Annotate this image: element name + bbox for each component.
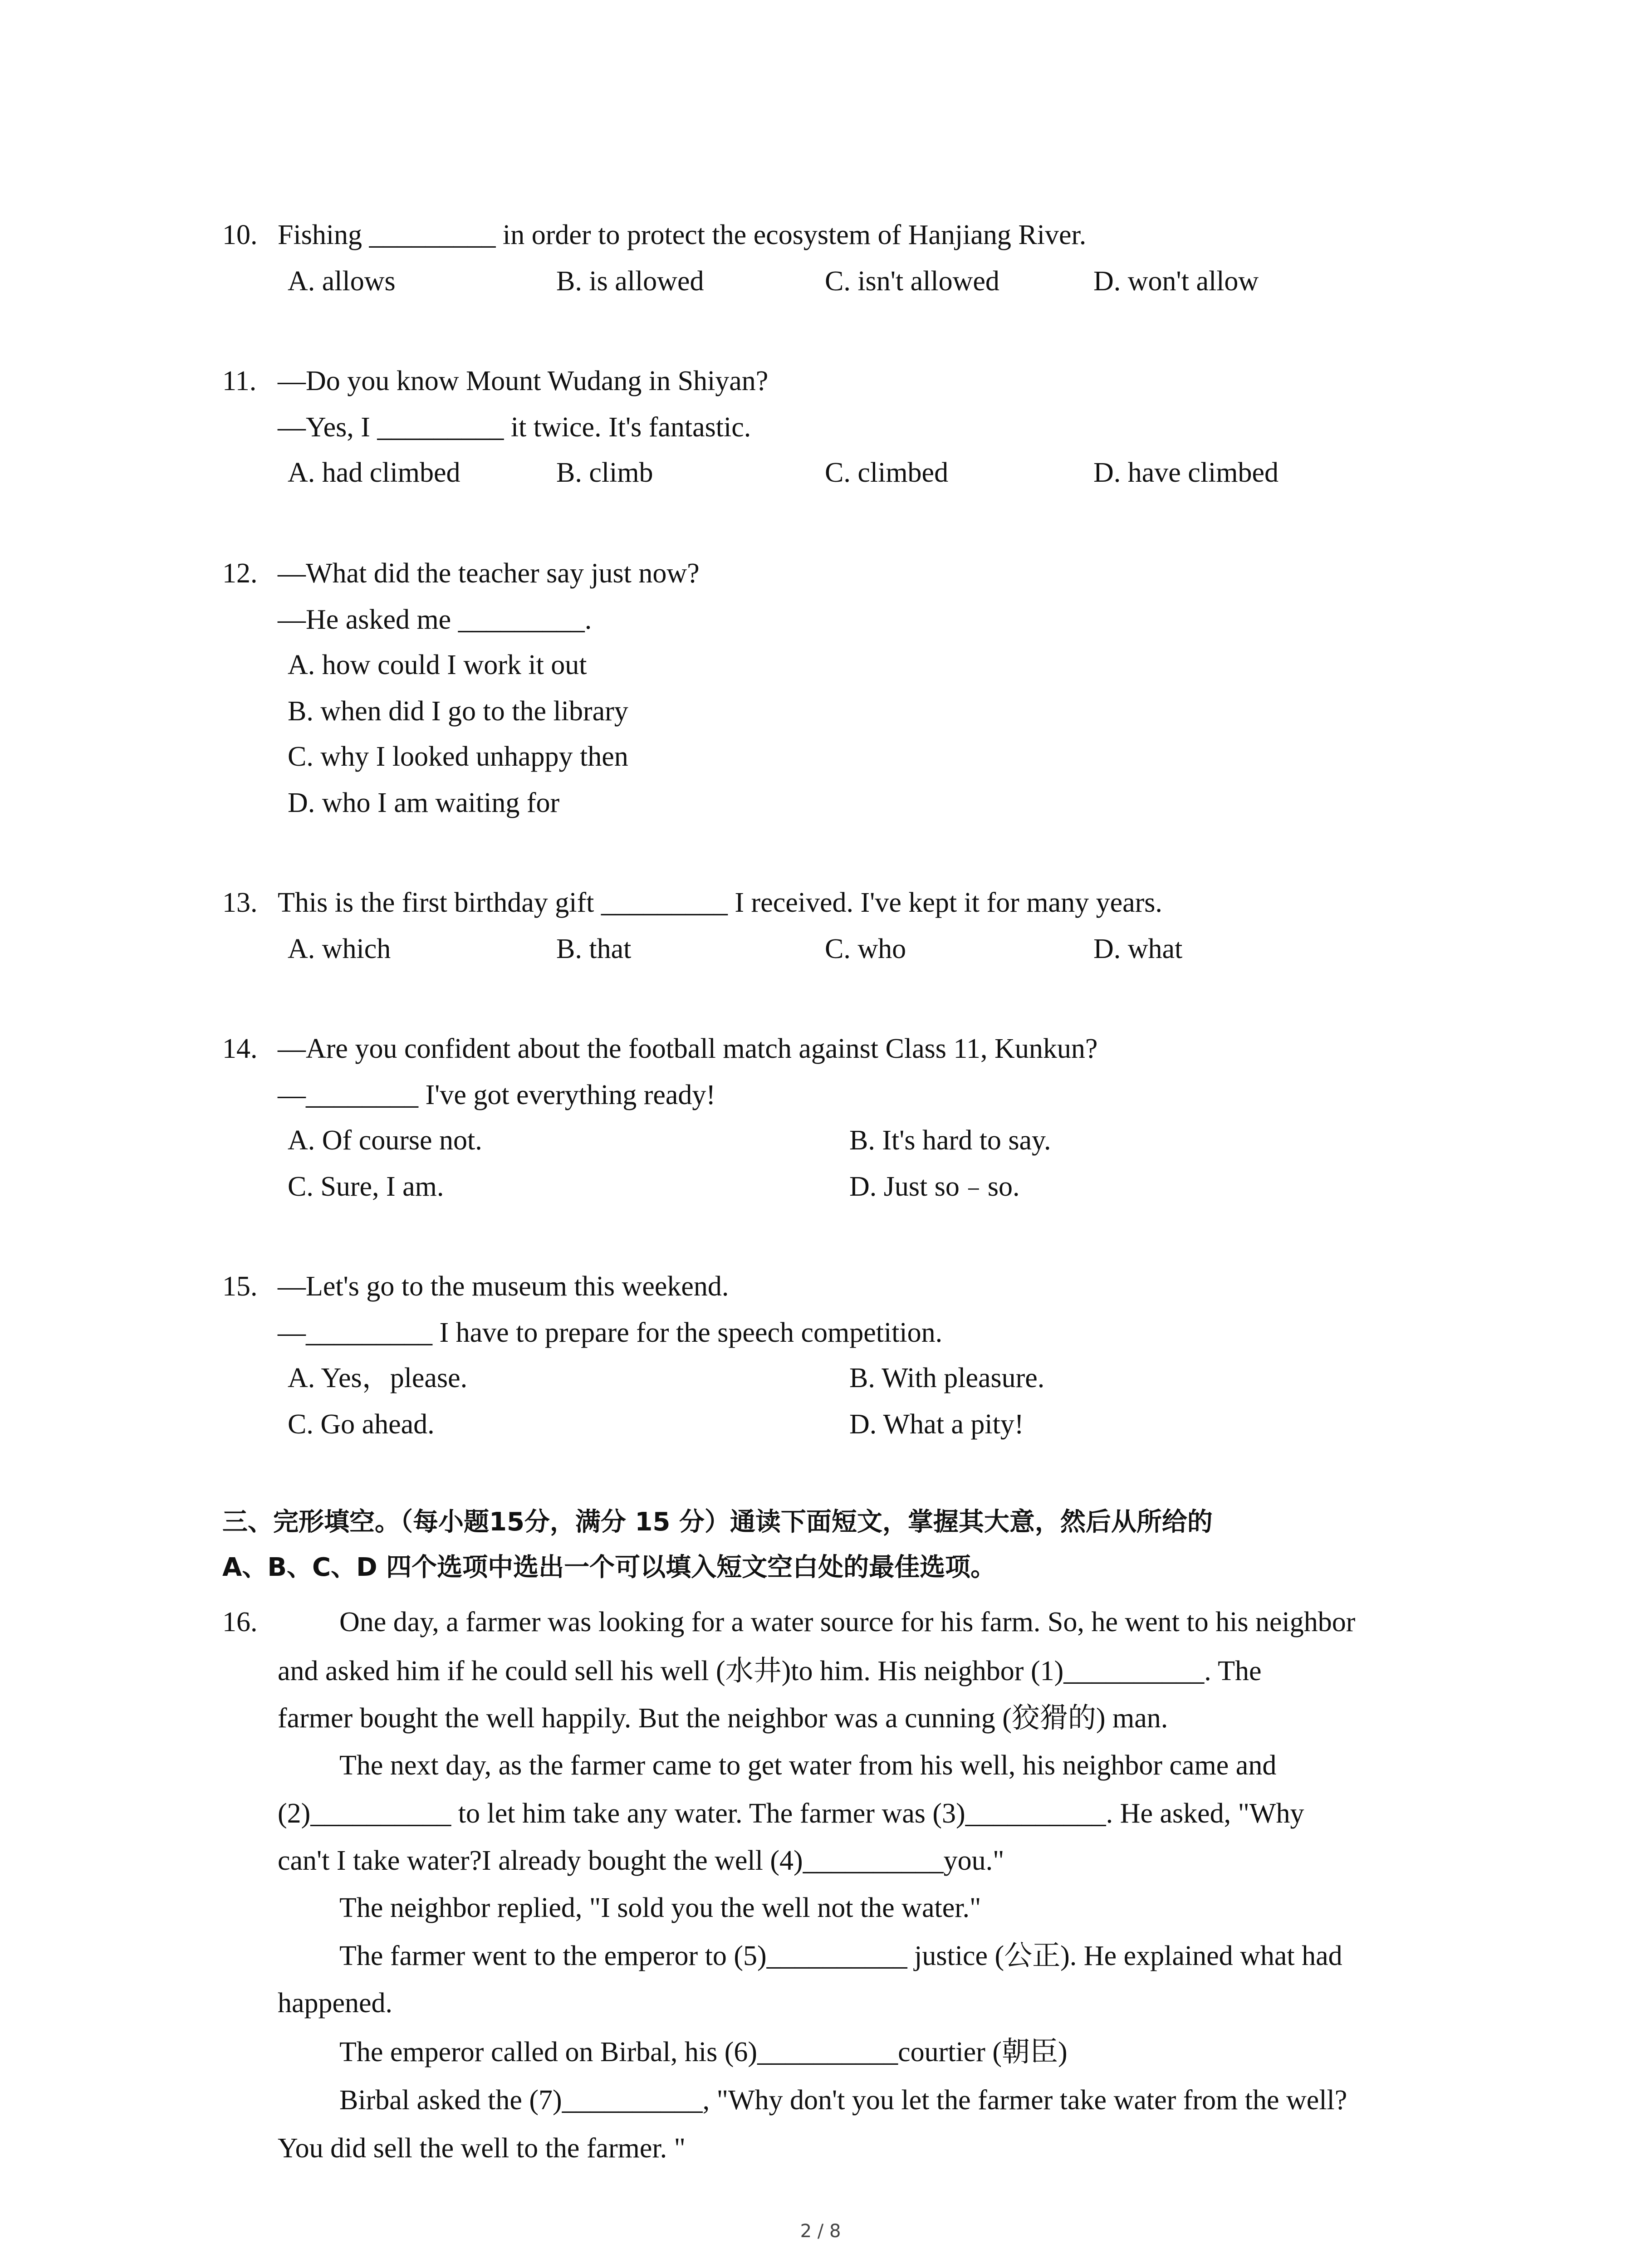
option-d: D. have climbed: [1093, 457, 1279, 488]
passage-line: Birbal asked the (7)__________, "Why don't you let the farmer take water from the well?: [339, 2085, 1347, 2116]
option-b: B. With pleasure.: [849, 1363, 1045, 1393]
passage-line: The neighbor replied, "I sold you the well not the water.": [339, 1892, 981, 1923]
dialogue-line-1: —Let's go to the museum this weekend.: [278, 1271, 729, 1302]
dialogue-line-1: —What did the teacher say just now?: [278, 558, 700, 589]
option-d: D. what: [1093, 934, 1183, 964]
question-number: 15.: [222, 1271, 258, 1302]
question-number: 14.: [222, 1033, 258, 1064]
question-number: 16.: [222, 1607, 258, 1637]
passage-line: (2)__________ to let him take any water. The farmer was (3)__________. He asked, "Why: [278, 1798, 1304, 1829]
question-number: 13.: [222, 887, 258, 918]
passage-line: farmer bought the well happily. But the neighbor was a cunning (狡猾的) man.: [278, 1703, 1168, 1734]
option-a: A. how could I work it out: [288, 650, 587, 680]
dialogue-line-2: —He asked me _________.: [278, 604, 592, 635]
question-number: 12.: [222, 558, 258, 589]
passage-line: can't I take water?I already bought the well (4)__________you.": [278, 1845, 1004, 1876]
dialogue-line-1: —Are you confident about the football match against Class 11, Kunkun?: [278, 1033, 1098, 1064]
option-d: D. What a pity!: [849, 1409, 1024, 1440]
option-b: B. that: [556, 934, 632, 964]
option-c: C. who: [825, 934, 906, 964]
question-stem: This is the first birthday gift _________ I received. I've kept it for many years.: [278, 887, 1162, 918]
dialogue-line-2: —Yes, I _________ it twice. It's fantastic.: [278, 412, 751, 443]
passage-line: happened.: [278, 1988, 393, 2019]
dialogue-line-1: —Do you know Mount Wudang in Shiyan?: [278, 366, 769, 396]
option-c: C. isn't allowed: [825, 266, 999, 297]
question-number: 11.: [222, 366, 257, 396]
option-c: C. Sure, I am.: [288, 1171, 444, 1202]
passage-line: The farmer went to the emperor to (5)__________ justice (公正). He explained what had: [339, 1941, 1342, 1971]
page-indicator: 2 / 8: [800, 2221, 841, 2242]
section-heading-line-1: 三、完形填空。（每小题15分，满分 15 分）通读下面短文，掌握其大意，然后从所给的: [222, 1507, 1213, 1537]
passage-line: One day, a farmer was looking for a water source for his farm. So, he went to his neighbor: [339, 1607, 1356, 1637]
option-d: D. won't allow: [1093, 266, 1259, 297]
option-b: B. is allowed: [556, 266, 704, 297]
passage-line: and asked him if he could sell his well (水井)to him. His neighbor (1)__________. The: [278, 1656, 1262, 1686]
option-a: A. had climbed: [288, 457, 460, 488]
option-b: B. when did I go to the library: [288, 696, 628, 727]
option-d: D. who I am waiting for: [288, 787, 560, 818]
option-a: A. Of course not.: [288, 1125, 482, 1156]
passage-line: The emperor called on Birbal, his (6)__________courtier (朝臣): [339, 2037, 1068, 2068]
option-c: C. Go ahead.: [288, 1409, 435, 1440]
option-a: A. Yes，please.: [288, 1363, 468, 1393]
option-d: D. Just so﹣so.: [849, 1171, 1020, 1202]
passage-line: You did sell the well to the farmer. ": [278, 2133, 686, 2164]
dialogue-line-2: —_________ I have to prepare for the speech competition.: [278, 1317, 943, 1348]
dialogue-line-2: —________ I've got everything ready!: [278, 1080, 716, 1110]
question-number: 10.: [222, 220, 258, 250]
section-heading-line-2: A、B、C、D 四个选项中选出一个可以填入短文空白处的最佳选项。: [222, 1553, 996, 1582]
option-c: C. why I looked unhappy then: [288, 741, 628, 772]
option-b: B. It's hard to say.: [849, 1125, 1051, 1156]
option-c: C. climbed: [825, 457, 949, 488]
option-a: A. which: [288, 934, 391, 964]
passage-line: The next day, as the farmer came to get water from his well, his neighbor came and: [339, 1750, 1277, 1781]
option-a: A. allows: [288, 266, 396, 297]
question-stem: Fishing _________ in order to protect the ecosystem of Hanjiang River.: [278, 220, 1087, 250]
option-b: B. climb: [556, 457, 653, 488]
